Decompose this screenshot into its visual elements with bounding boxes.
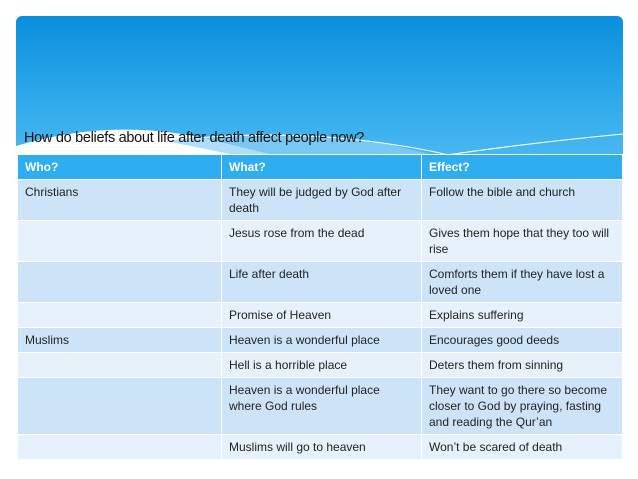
cell-who <box>18 353 222 378</box>
cell-what: They will be judged by God after death <box>222 180 422 221</box>
table-row <box>18 378 623 435</box>
cell-effect: Follow the bible and church <box>422 180 623 221</box>
cell-effect: Deters them from sinning <box>422 353 623 378</box>
table-row <box>18 303 623 328</box>
cell-who <box>18 221 222 262</box>
cell-who: Christians <box>18 180 222 221</box>
header-what: What? <box>222 155 422 180</box>
cell-what: Muslims will go to heaven <box>222 435 422 460</box>
table-row <box>18 328 623 353</box>
cell-effect: Won’t be scared of death <box>422 435 623 460</box>
cell-what: Heaven is a wonderful place where God rules <box>222 378 422 435</box>
cell-effect: Explains suffering <box>422 303 623 328</box>
table-row <box>18 262 623 303</box>
table-row <box>18 180 623 221</box>
header-effect: Effect? <box>422 155 623 180</box>
beliefs-table <box>17 154 623 460</box>
cell-what: Heaven is a wonderful place <box>222 328 422 353</box>
cell-effect: Gives them hope that they too will rise <box>422 221 623 262</box>
cell-who <box>18 378 222 435</box>
cell-what: Promise of Heaven <box>222 303 422 328</box>
slide-title: How do beliefs about life after death affect people now? <box>24 130 365 146</box>
cell-who <box>18 435 222 460</box>
table-row <box>18 435 623 460</box>
cell-who <box>18 262 222 303</box>
cell-what: Jesus rose from the dead <box>222 221 422 262</box>
cell-effect: Comforts them if they have lost a loved one <box>422 262 623 303</box>
table-header-row <box>18 155 623 180</box>
cell-who <box>18 303 222 328</box>
cell-what: Hell is a horrible place <box>222 353 422 378</box>
cell-effect: Encourages good deeds <box>422 328 623 353</box>
cell-effect: They want to go there so become closer to God by praying, fasting and reading the Qur’an <box>422 378 623 435</box>
table-row <box>18 353 623 378</box>
cell-who: Muslims <box>18 328 222 353</box>
cell-what: Life after death <box>222 262 422 303</box>
header-who: Who? <box>18 155 222 180</box>
table-row <box>18 221 623 262</box>
